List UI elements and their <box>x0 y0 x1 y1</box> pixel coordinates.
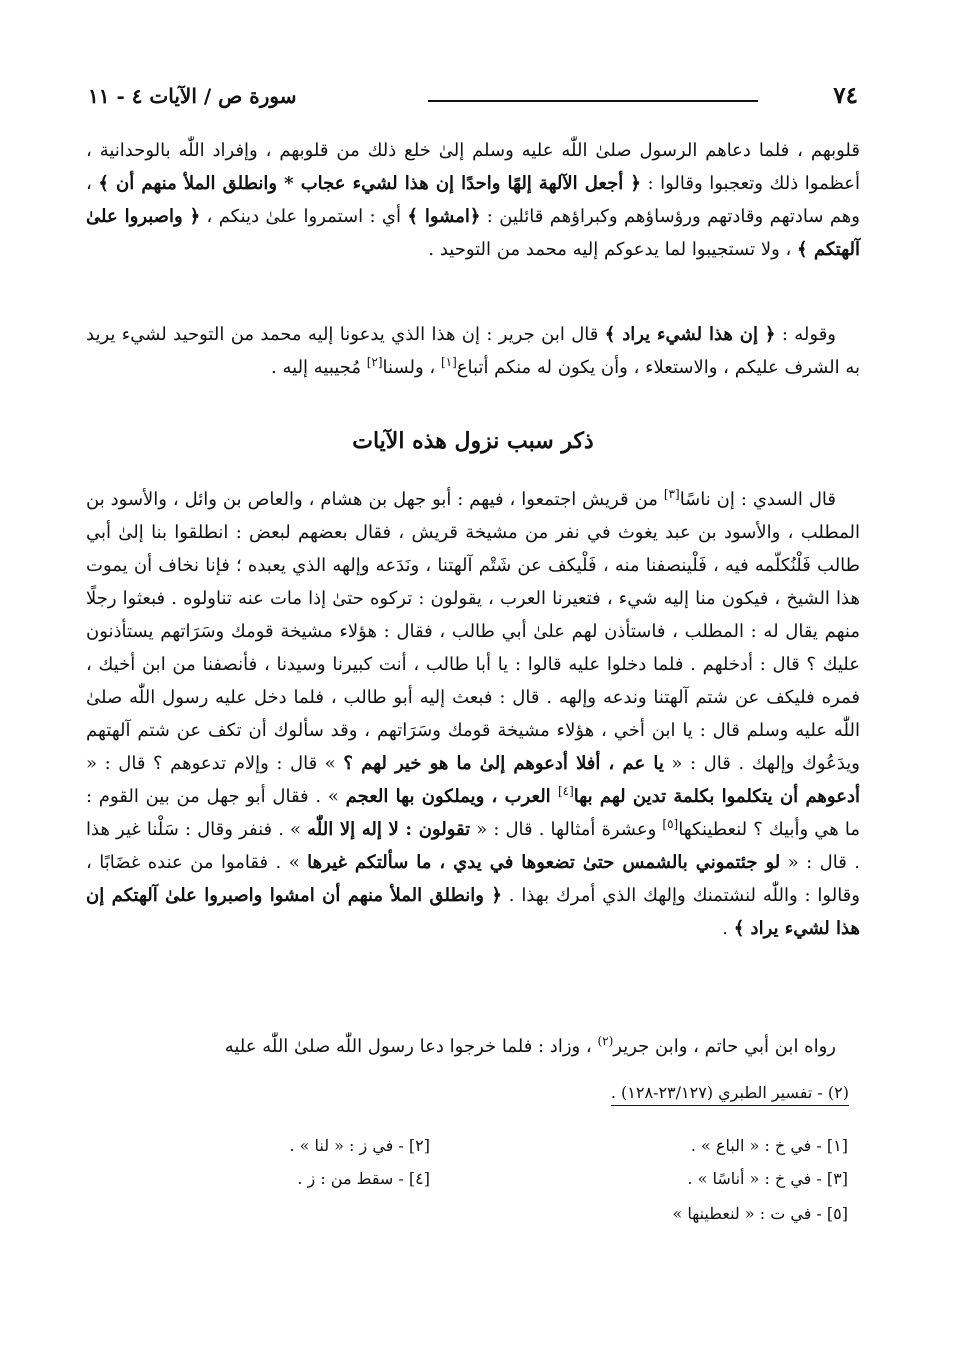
footnote-ref-5: [٥] <box>662 817 679 831</box>
section-heading: ذكر سبب نزول هذه الآيات <box>352 428 594 454</box>
p2-text-4: مُجيبيه إليه . <box>271 357 367 378</box>
footnote-4: [٤] - سقط من : ز . <box>297 1169 430 1188</box>
paragraph-2 <box>86 318 860 384</box>
footnote-ref-4: [٤] <box>557 784 574 798</box>
p1-text-1: قلوبهم ، فلما دعاهم الرسول صلىٰ اللّٰه عليه وسلم إلىٰ خلع ذلك من قلوبهم ، وإفراد اللّٰه بالوحدانية ، أعظموا ذلك وتعجبوا وقالوا : <box>86 140 861 194</box>
p3-hadith-2: أدعوهم أن يتكلموا بكلمة تدين لهم بها <box>573 786 860 807</box>
p3-text-5: وعشرة أمثالها . قال : « <box>470 819 663 840</box>
footnote-5: [٥] - في ت : « لنعطينها » <box>672 1204 848 1223</box>
paragraph-1 <box>86 134 860 266</box>
p2-text-2: قال ابن جرير : إن هذا الذي يدعونا إليه محمد من التوحيد لشيء يريد به الشرف عليكم ، والاستعلاء ، وأن يكون له منكم أتباع <box>86 324 860 378</box>
p3-text-1: قال السدي : إن ناسًا <box>679 489 836 510</box>
source-ref: (٢) <box>597 1034 614 1048</box>
p3-hadith-1: يا عم ، أفلا أدعوهم إلىٰ ما هو خير لهم ؟ <box>343 753 664 774</box>
p2-text-1: وقوله : <box>775 324 836 345</box>
p3-hadith-5: لو جئتموني بالشمس حتىٰ تضعوها في يدي ، ما سألتكم غيرها <box>307 852 781 873</box>
footnote-ref-3: [٣] <box>663 487 680 501</box>
p1-text-2: ، وهم سادتهم وقادتهم ورؤساؤهم وكبراؤهم قائلين : <box>86 173 860 227</box>
page-header <box>88 82 858 118</box>
page-number: ٧٤ <box>833 82 858 109</box>
footnote-2: [٢] - في ز : « لنا » . <box>289 1136 430 1155</box>
footnote-ref-2: [٢] <box>366 355 383 369</box>
p3-text-2: من قريش اجتمعوا ، فيهم : أبو جهل بن هشام ، والعاص بن وائل ، والأسود بن المطلب ، والأسود بن عبد يغوث في نفر من مشيخة قريش ، فقال بعضهم لبعض : انطلقوا بنا إلىٰ أبي طالب فَلْنُكلّمه فيه ، فَلْينصفنا منه ، فَلْيكف عن شَتْم آلهتنا ، ونَدَعه وإلهه الذي يعبده ؛ فإنا نخاف أن يموت هذا الشيخ ، فيكون منا إليه شيء ، فتعيرنا العرب ، يقولون : تركوه حتىٰ إذا مات عنه تناولوه . فبعثوا رجلًا منهم يقال له : المطلب ، فاستأذن لهم علىٰ أبي طالب ، فقال : هؤلاء مشيخة قومك وسَرَاتهم يستأذنون عليك ؟ قال : أدخلهم . فلما دخلوا عليه قالوا : يا أبا طالب ، أنت كبيرنا وسيدنا ، فأنصفنا من ابن أخيك ، فمره فليكف عن شتم آلهتنا وندعه وإلهه . قال : فبعث إليه أبو طالب ، فلما دخل عليه رسول اللّٰه صلىٰ اللّٰه عليه وسلم قال : يا ابن أخي ، هؤلاء مشيخة قومك وسَرَاتهم ، وقد سألوك أن تكف عن شتم آلهتهم ويدَعُوك وإلهك . قال : « <box>86 489 861 774</box>
p1-text-3: أي : استمروا علىٰ دينكم ، <box>200 206 408 227</box>
paragraph-3 <box>86 483 860 945</box>
p3-text-4: » . فقال أبو جهل من بين القوم : ما هي وأبيك ؟ لنعطينكها <box>86 786 861 840</box>
p2-quran-1: ﴿ إن هذا لشيء يراد ﴾ <box>604 324 776 345</box>
p3-quran-1: ﴿ وانطلق الملأ منهم أن امشوا واصبروا علىٰ آلهتكم إن هذا لشيء يراد ﴾ <box>86 885 860 939</box>
p1-quran-3: ﴿ واصبروا علىٰ آلهتكم ﴾ <box>86 206 860 260</box>
header-rule <box>428 100 758 102</box>
footnote-ref-1: [١] <box>440 355 457 369</box>
p3-text-3: » قال : وإلام تدعوهم ؟ قال : « <box>86 753 344 774</box>
p1-text-4: ، ولا تستجيبوا لما يدعوكم إليه محمد من التوحيد . <box>428 239 798 260</box>
p3-text-8: . <box>722 918 734 939</box>
p4-text-1: رواه ابن أبي حاتم ، وابن جرير <box>613 1036 836 1057</box>
footnote-3: [٣] - في خ : « أناسًا » . <box>687 1169 848 1188</box>
p3-hadith-3: العرب ، ويملكون بها العجم <box>345 786 558 807</box>
p4-text-2: ، وزاد : فلما خرجوا دعا رسول اللّٰه صلىٰ اللّٰه عليه <box>224 1036 598 1057</box>
p3-text-6: » . فنفر وقال : سَلْنا غير هذا . قال : « <box>86 819 860 873</box>
p1-quran-1: ﴿ أجعل الآلهة إلهًا واحدًا إن هذا لشيء عجاب * وانطلق الملأ منهم أن ﴾ <box>98 173 641 194</box>
footnote-1: [١] - في خ : « الباع » . <box>690 1136 848 1155</box>
p2-text-3: ، ولسنا <box>382 357 441 378</box>
source-note: (٢) - تفسير الطبري (٢٣/١٢٧-١٢٨) . <box>611 1083 849 1106</box>
running-title: سورة ص / الآيات ٤ - ١١ <box>88 84 297 108</box>
p1-quran-2: ﴿امشوا ﴾ <box>407 206 481 227</box>
p3-hadith-4: تقولون : لا إله إلا اللّٰه <box>307 819 471 840</box>
paragraph-4 <box>86 1030 860 1063</box>
p3-text-7: » . فقاموا من عنده غضَابًا ، وقالوا : واللّٰه لنشتمنك وإلهك الذي أمرك بهذا . <box>86 852 860 906</box>
